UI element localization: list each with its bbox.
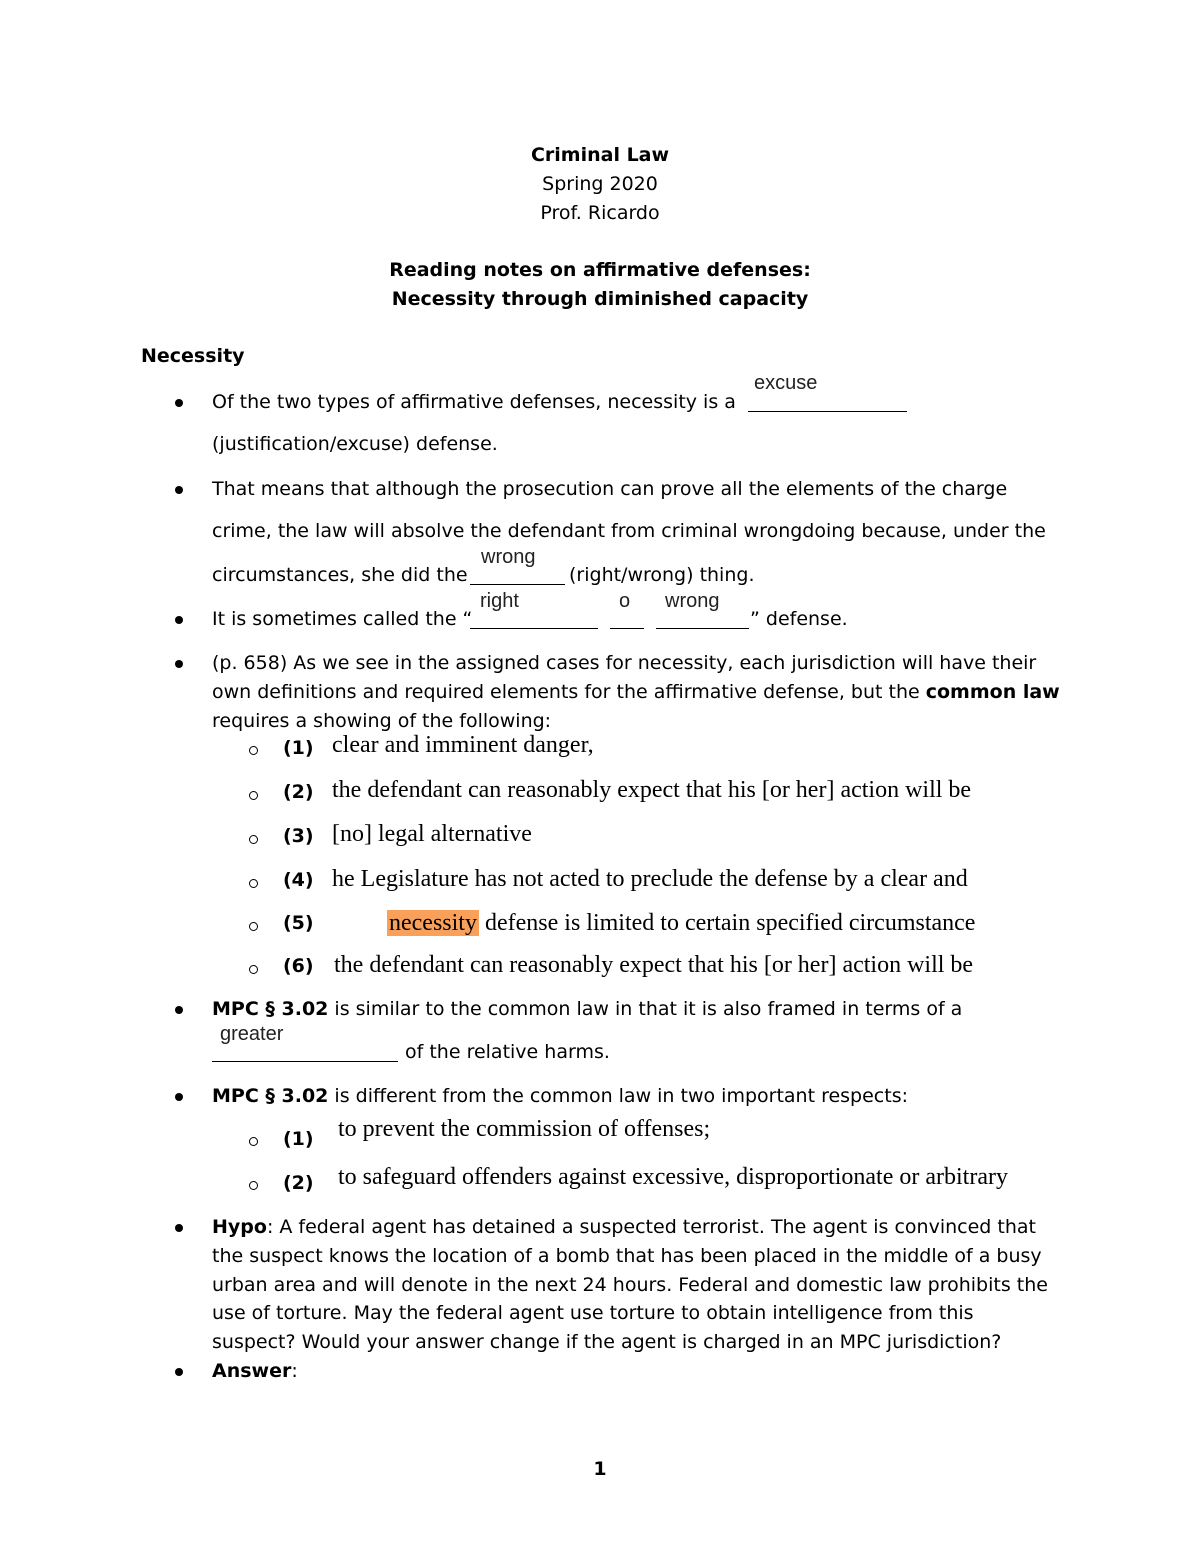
bullet2-line3: circumstances, she did the — [212, 564, 468, 586]
answer-blank[interactable] — [212, 1061, 398, 1062]
answer-blank[interactable] — [748, 411, 907, 412]
element-number: (4) — [283, 869, 314, 891]
bullet5-text: MPC § 3.02 is similar to the common law in that it is also framed in terms of a — [212, 998, 963, 1020]
bullet4-line2: own definitions and required elements for the affirmative defense, but the common law — [212, 681, 1060, 703]
bullet-dot — [175, 1006, 183, 1014]
element-number: (2) — [283, 781, 314, 803]
element-text: the defendant can reasonably expect that his [or her] action will be — [332, 777, 972, 803]
hypo-line5: suspect? Would your answer change if the agent is charged in an MPC jurisdiction? — [212, 1331, 1002, 1353]
element-number: (5) — [283, 912, 314, 934]
element-text: [no] legal alternative — [332, 821, 532, 847]
bullet2-line1: That means that although the prosecution can prove all the elements of the charge — [212, 478, 1008, 500]
professor: Prof. Ricardo — [540, 202, 660, 224]
bullet-dot — [175, 660, 183, 668]
bullet2-line3-cont: (right/wrong) thing. — [569, 564, 755, 586]
hypo-line3: urban area and will denote in the next 24 hours. Federal and domestic law prohibits the — [212, 1274, 1048, 1296]
element-text: clear and imminent danger, — [332, 732, 594, 758]
course-title: Criminal Law — [530, 144, 670, 166]
answer-blank[interactable] — [470, 628, 598, 629]
page-number: 1 — [593, 1458, 607, 1480]
bullet-dot — [175, 616, 183, 624]
highlighted-term: necessity — [389, 910, 477, 936]
answer-fill: o — [619, 590, 631, 612]
answer-fill: greater — [220, 1023, 284, 1045]
term: Spring 2020 — [542, 173, 658, 195]
element-text: the defendant can reasonably expect that his [or her] action will be — [334, 952, 974, 978]
answer-label: Answer: — [212, 1360, 298, 1382]
bullet-dot — [175, 399, 183, 407]
answer-fill: wrong — [481, 546, 536, 568]
element-number: (3) — [283, 825, 314, 847]
sub-bullet — [249, 922, 258, 931]
element-number: (1) — [283, 737, 314, 759]
sub-bullet — [249, 835, 258, 844]
bullet3-text: It is sometimes called the “ — [212, 608, 473, 630]
bullet4-line1: (p. 658) As we see in the assigned cases for necessity, each jurisdiction will have their — [212, 652, 1037, 674]
bullet-dot — [175, 1224, 183, 1232]
sub-bullet — [249, 1181, 258, 1190]
sub-bullet — [249, 965, 258, 974]
sub-bullet — [249, 791, 258, 800]
bold-term: Answer — [212, 1360, 292, 1382]
bullet2-line2: crime, the law will absolve the defendant from criminal wrongdoing because, under the — [212, 520, 1046, 542]
respect-text: to prevent the commission of offenses; — [338, 1116, 711, 1142]
hypo-line2: the suspect knows the location of a bomb that has been placed in the middle of a busy — [212, 1245, 1042, 1267]
bullet6-text: MPC § 3.02 is different from the common law in two important respects: — [212, 1085, 909, 1107]
respect-text: to safeguard offenders against excessive, disproportionate or arbitrary — [338, 1164, 1008, 1190]
bullet5-text-cont: of the relative harms. — [405, 1041, 610, 1063]
doc-title-line1: Reading notes on affirmative defenses: — [389, 259, 811, 281]
element-text: necessity defense is limited to certain specified circumstance — [389, 910, 976, 936]
bold-term: Hypo — [212, 1216, 267, 1238]
bullet-dot — [175, 486, 183, 494]
bold-term: MPC § 3.02 — [212, 998, 329, 1020]
hypo-line1: Hypo: A federal agent has detained a suspected terrorist. The agent is convinced that — [212, 1216, 1036, 1238]
sub-bullet — [249, 879, 258, 888]
answer-blank[interactable] — [470, 584, 565, 585]
answer-fill: excuse — [754, 372, 818, 394]
answer-fill: right — [480, 590, 519, 612]
respect-number: (2) — [283, 1172, 314, 1194]
bullet4-line3: requires a showing of the following: — [212, 710, 552, 732]
respect-number: (1) — [283, 1128, 314, 1150]
sub-bullet — [249, 1137, 258, 1146]
answer-fill: wrong — [665, 590, 720, 612]
bullet-dot — [175, 1093, 183, 1101]
answer-blank[interactable] — [610, 628, 644, 629]
bold-term: MPC § 3.02 — [212, 1085, 329, 1107]
hypo-line4: use of torture. May the federal agent use torture to obtain intelligence from this — [212, 1302, 974, 1324]
element-text: he Legislature has not acted to preclude the defense by a clear and — [332, 866, 968, 892]
element-number: (6) — [283, 955, 314, 977]
bullet-dot — [175, 1368, 183, 1376]
doc-title-line2: Necessity through diminished capacity — [391, 288, 809, 310]
bullet1-text: Of the two types of affirmative defenses, necessity is a — [212, 391, 736, 413]
sub-bullet — [249, 746, 258, 755]
bullet3-text-cont: ” defense. — [750, 608, 848, 630]
section-heading: Necessity — [141, 345, 245, 367]
answer-blank[interactable] — [656, 628, 749, 629]
bullet1-text-cont: (justification/excuse) defense. — [212, 433, 498, 455]
bold-term: common law — [925, 681, 1060, 703]
